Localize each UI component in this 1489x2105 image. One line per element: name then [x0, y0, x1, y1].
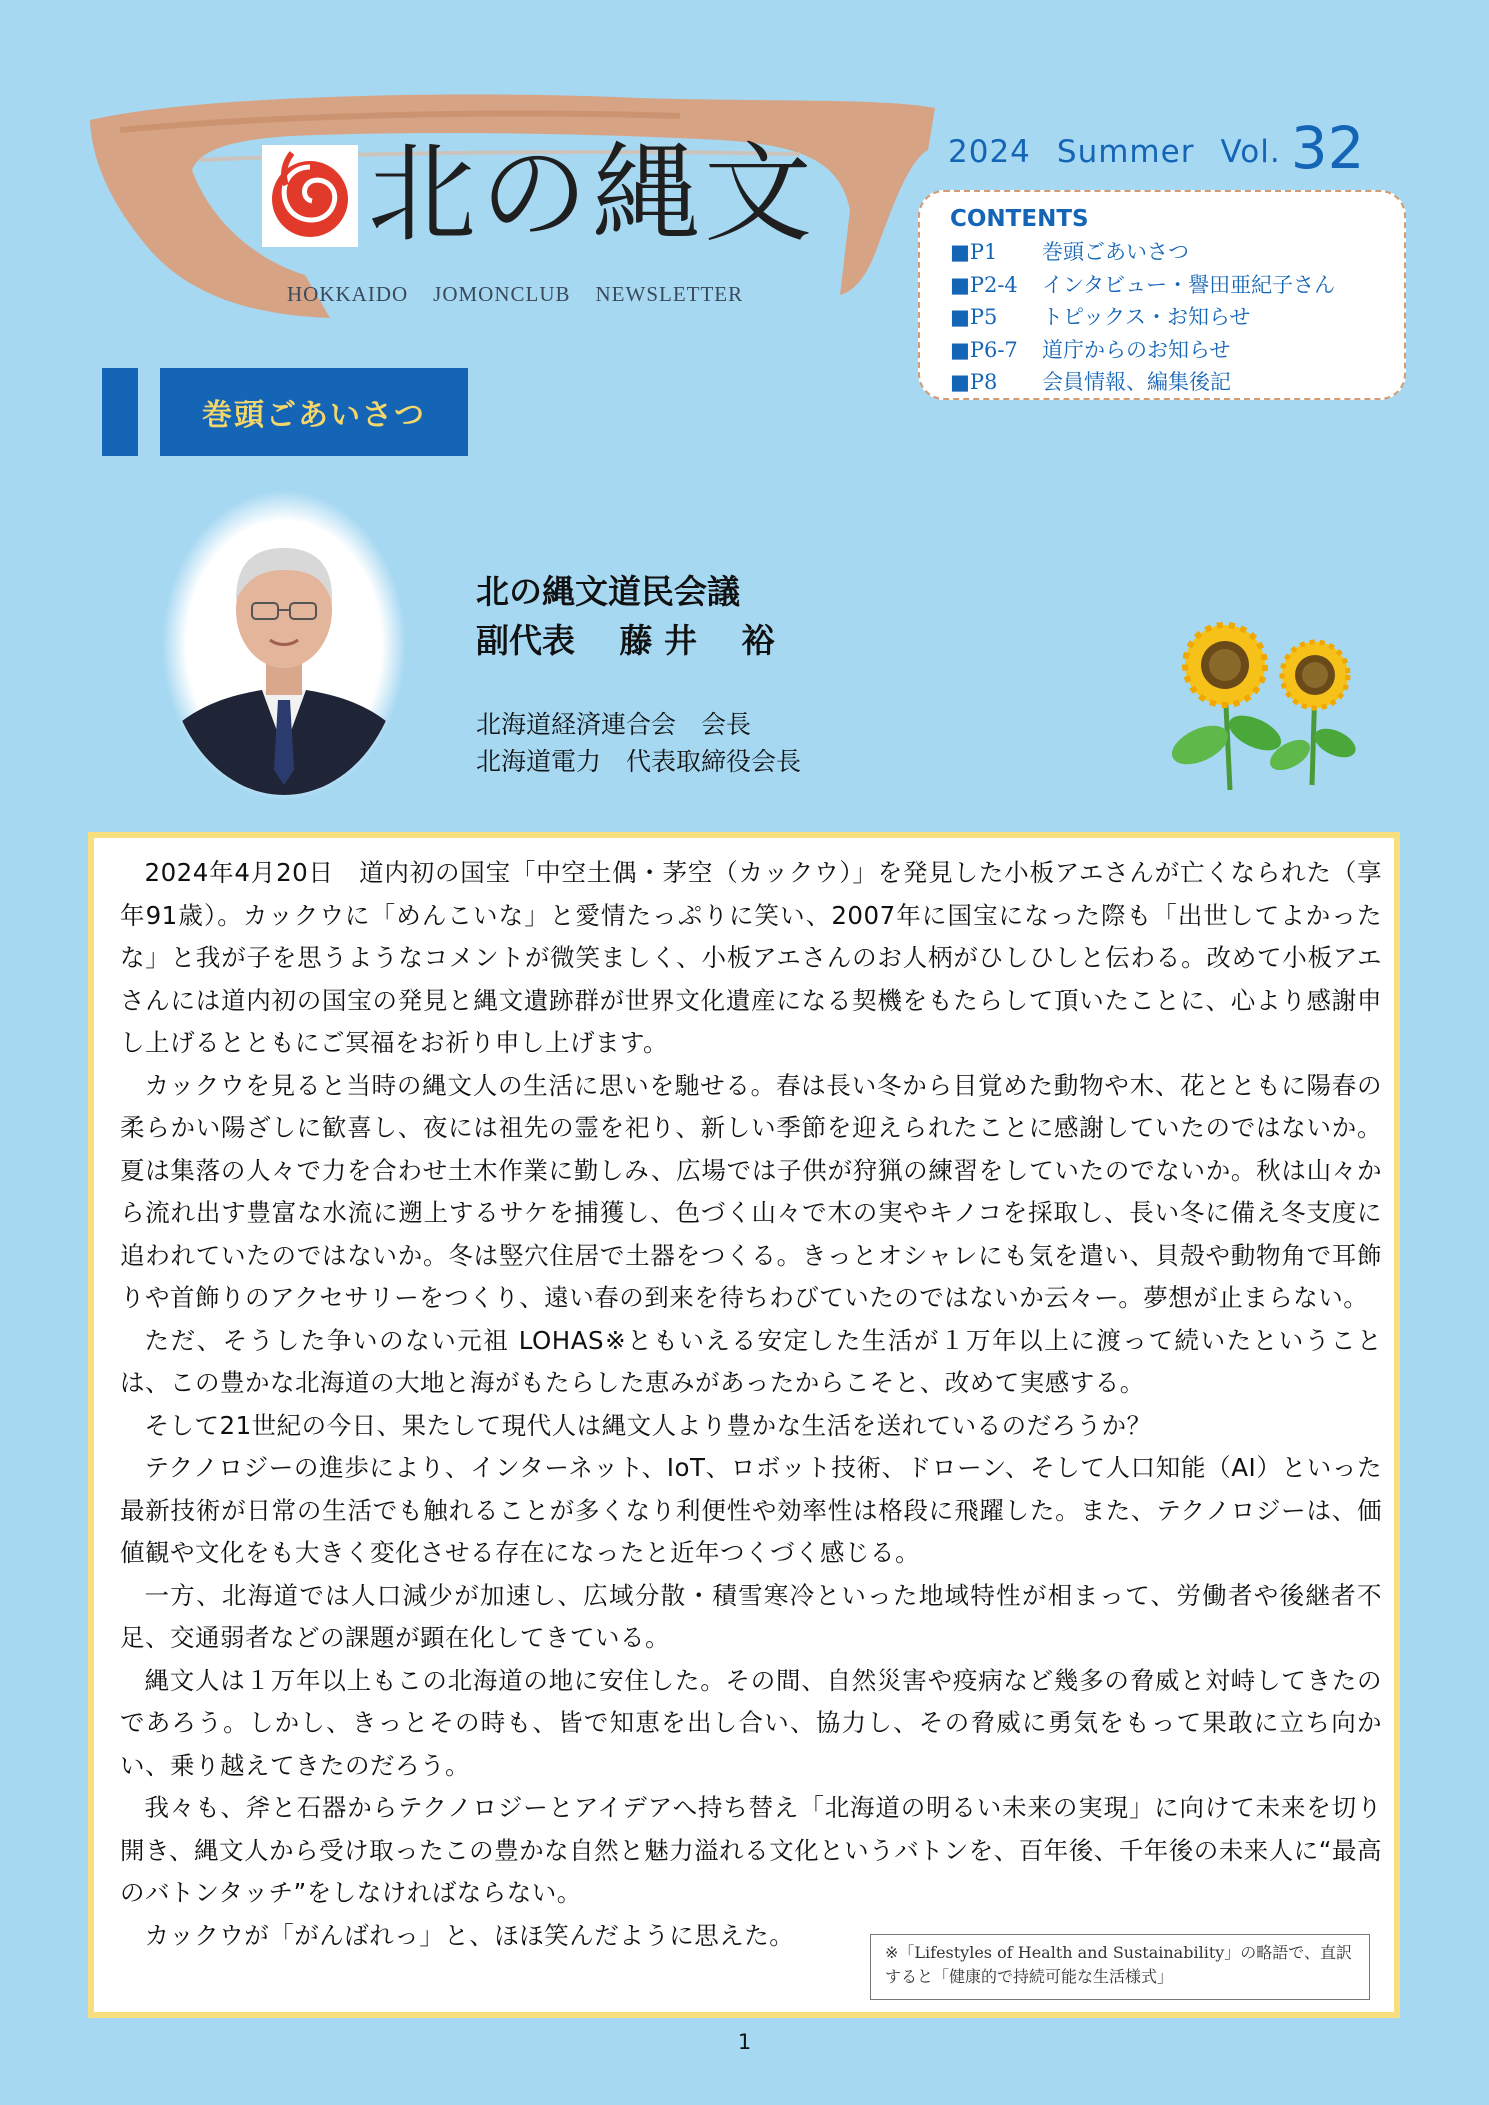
toc-item[interactable] [950, 366, 1404, 399]
speaker-role: 北海道経済連合会 会長 [476, 710, 752, 739]
sunflower-illustration [1160, 615, 1360, 795]
issue-year: 2024 [948, 134, 1031, 170]
logo-icon [262, 145, 358, 247]
toc-title: トピックス・お知らせ [1042, 305, 1251, 329]
message-paragraph: 縄文人は１万年以上もこの北海道の地に安住した。その間、自然災害や疫病など幾多の脅威と対峙してきたのであろう。しかし、きっとその時も、皆で知恵を出し合い、協力し、その脅威に勇気をもって果敢に立ち向かい、乗り越えてきたのだろう。 [120, 1665, 1382, 1780]
toc-page: ■P6-7 [950, 337, 1018, 362]
issue-season: Summer [1056, 134, 1195, 170]
toc-item[interactable] [950, 269, 1404, 302]
message-paragraph: 我々も、斧と石器からテクノロジーとアイデアへ持ち替え「北海道の明るい未来の実現」に向けて未来を切り開き、縄文人から受け取ったこの豊かな自然と魅力溢れる文化というバトンを、百年後、千年後の未来人に“最高のバトンタッチ”をしなければならない。 [120, 1793, 1382, 1907]
message-paragraph: テクノロジーの進歩により、インターネット、IoT、ロボット技術、ドローン、そして人口知能（AI）といった最新技術が日常の生活でも触れることが多くなり利便性や効率性は格段に飛躍した。また、テクノロジーは、価値観や文化をも大きく変化させる存在になったと近年つくづく感じる。 [120, 1453, 1382, 1567]
issue-number: 32 [1290, 114, 1365, 182]
toc-title: 巻頭ごあいさつ [1042, 240, 1189, 264]
contents-box [918, 190, 1406, 400]
footnote: ※「Lifestyles of Health and Sustainability」の略語で、直訳すると「健康的で持続可能な生活様式」 [870, 1934, 1370, 2000]
newsletter-title: 北の縄文 [368, 132, 817, 257]
message-paragraph: カックウが「がんばれっ」と、ほほ笑んだように思えた。 [144, 1920, 795, 1950]
speaker-organization: 北の縄文道民会議 [476, 572, 740, 611]
message-paragraph: そして21世紀の今日、果たして現代人は縄文人より豊かな生活を送れているのだろうか？ [144, 1410, 1152, 1440]
toc-page: ■P1 [950, 240, 998, 264]
toc-title: 会員情報、編集後記 [1042, 370, 1231, 394]
message-body [120, 852, 1382, 1957]
toc-page: ■P8 [950, 370, 998, 394]
message-box [88, 832, 1400, 2018]
message-paragraph: 一方、北海道では人口減少が加速し、広域分散・積雪寒冷といった地域特性が相まって、労働者や後継者不足、交通弱者などの課題が顕在化してきている。 [120, 1580, 1382, 1652]
speaker-name: 副代表 藤 井 裕 [476, 621, 775, 660]
issue-info [948, 108, 1365, 182]
section-title: 巻頭ごあいさつ [202, 398, 426, 433]
issue-vol-label: Vol. [1220, 134, 1281, 170]
toc-title: インタビュー・譽田亜紀子さん [1042, 272, 1336, 297]
section-banner-bar [102, 368, 138, 456]
speaker-role: 北海道電力 代表取締役会長 [476, 747, 802, 776]
toc-page: ■P2-4 [950, 272, 1018, 297]
message-paragraph: ただ、そうした争いのない元祖 LOHAS※ともいえる安定した生活が１万年以上に渡って続いたということは、この豊かな北海道の大地と海がもたらした恵みがあったからこそと、改めて実感する。 [120, 1325, 1382, 1397]
newsletter-subtitle: HOKKAIDO JOMONCLUB NEWSLETTER [287, 282, 744, 306]
toc-title: 道庁からのお知らせ [1042, 337, 1231, 362]
toc-page: ■P5 [950, 305, 998, 329]
toc-item[interactable] [950, 301, 1404, 334]
message-paragraph: 2024年4月20日 道内初の国宝「中空土偶・茅空（カックウ）」を発見した小板アエさんが亡くなられた（享年91歳）。カックウに「めんこいな」と愛情たっぷりに笑い、2007年に国宝になった際も「出世してよかったな」と我が子を思うようなコメントが微笑ましく、小板アエさんのお人柄がひしひしと伝わる。改めて小板アエさんには道内初の国宝の発見と縄文遺跡群が世界文化遺産になる契機をもたらして頂いたことに、心より感謝申し上げるとともにご冥福をお祈り申し上げます。 [120, 858, 1382, 1057]
toc-item[interactable] [950, 236, 1404, 269]
contents-heading: CONTENTS [950, 206, 1089, 232]
page-number: 1 [737, 2030, 752, 2054]
section-banner [160, 368, 468, 456]
toc-item[interactable] [950, 334, 1404, 367]
speaker-portrait [162, 490, 406, 800]
message-paragraph: カックウを見ると当時の縄文人の生活に思いを馳せる。春は長い冬から目覚めた動物や木、花とともに陽春の柔らかい陽ざしに歓喜し、夜には祖先の霊を祀り、新しい季節を迎えられたことに感謝していたのではないか。夏は集落の人々で力を合わせ土木作業に勤しみ、広場では子供が狩猟の練習をしていたのでないか。秋は山々から流れ出す豊富な水流に遡上するサケを捕獲し、色づく山々で木の実やキノコを採取し、長い冬に備え冬支度に追われていたのではないか。冬は竪穴住居で土器をつくる。きっとオシャレにも気を遣い、貝殻や動物角で耳飾りや首飾りのアクセサリーをつくり、遠い春の到来を待ちわびていたのではないか云々ー。夢想が止まらない。 [120, 1070, 1382, 1312]
